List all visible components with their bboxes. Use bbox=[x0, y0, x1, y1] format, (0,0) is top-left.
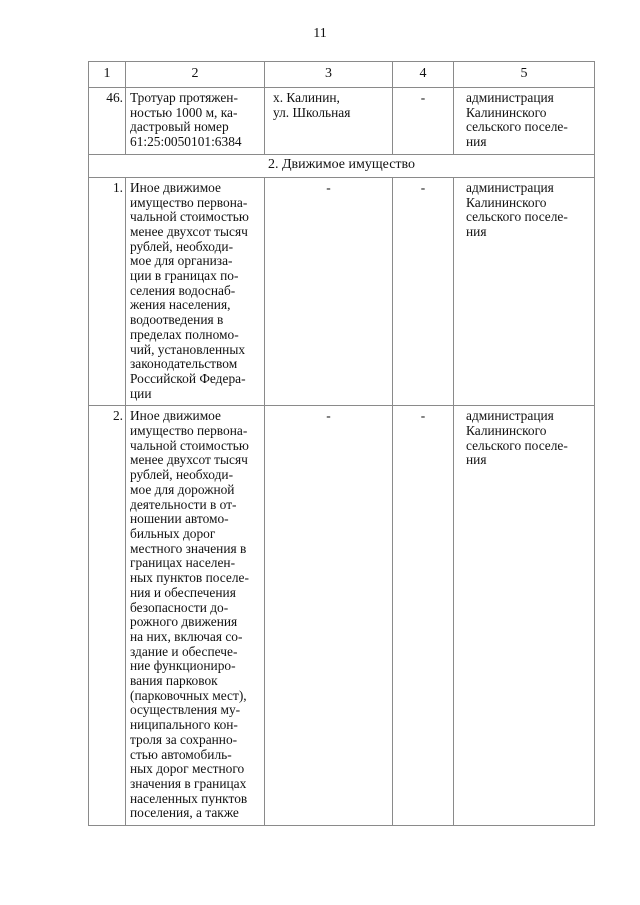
column-header-1: 1 bbox=[89, 62, 126, 88]
property-name: Иное движимое имущество первона- чальной стоимостью менее двухсот тысяч рублей, необходи- мое для организа- ции в границах по- селения водоснаб- жения населения, водоотведения в пределах полномо- чий, установленных законодательством Российской Федера- ции bbox=[126, 177, 265, 406]
property-address: - bbox=[265, 177, 393, 406]
property-owner: администрация Калининского сельского поселе- ния bbox=[454, 88, 595, 155]
column-header-5: 5 bbox=[454, 62, 595, 88]
property-registry-table bbox=[88, 61, 595, 826]
column-header-2: 2 bbox=[126, 62, 265, 88]
column-header-3: 3 bbox=[265, 62, 393, 88]
property-cadastral: - bbox=[393, 406, 454, 826]
row-number: 46. bbox=[89, 88, 126, 155]
page-number: 11 bbox=[313, 26, 327, 41]
section-title: 2. Движимое имущество bbox=[89, 154, 595, 177]
table-row bbox=[89, 177, 595, 406]
property-name: Иное движимое имущество первона- чальной стоимостью менее двухсот тысяч рублей, необходи- мое для дорожной деятельности в от- ношении автомо- бильных дорог местного значения в границах населен- ных пунктов поселе- ния и обеспечения безопасности до- рожного движения на них, включая со- здание и обеспече- ние функциониро- вания парковок (парковочных мест), осуществления му- ниципального кон- троля за сохранно- стью автомобиль- ных дорог местного значения в границах населенных пунктов поселения, а также bbox=[126, 406, 265, 826]
property-address: х. Калинин, ул. Школьная bbox=[265, 88, 393, 155]
property-cadastral: - bbox=[393, 88, 454, 155]
row-number: 2. bbox=[89, 406, 126, 826]
table-header-row bbox=[89, 62, 595, 88]
property-name: Тротуар протяжен- ностью 1000 м, ка- дастровый номер 61:25:0050101:6384 bbox=[126, 88, 265, 155]
property-cadastral: - bbox=[393, 177, 454, 406]
property-owner: администрация Калининского сельского поселе- ния bbox=[454, 406, 595, 826]
table-row bbox=[89, 406, 595, 826]
column-header-4: 4 bbox=[393, 62, 454, 88]
property-address: - bbox=[265, 406, 393, 826]
row-number: 1. bbox=[89, 177, 126, 406]
table-row bbox=[89, 88, 595, 155]
property-owner: администрация Калининского сельского поселе- ния bbox=[454, 177, 595, 406]
section-row bbox=[89, 154, 595, 177]
